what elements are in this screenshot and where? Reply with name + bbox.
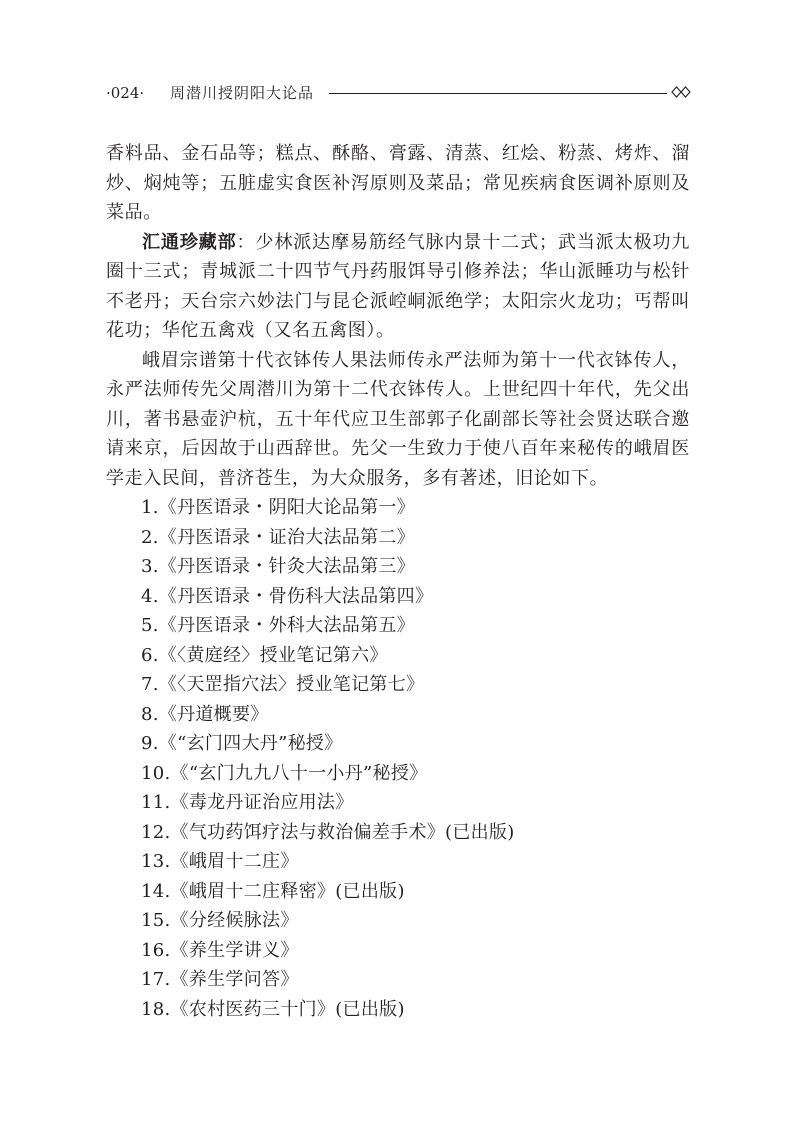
book-list-item: 14.《峨眉十二庄释密》(已出版) [141,880,405,902]
book-list-item: 5.《丹医语录・外科大法品第五》 [141,615,415,636]
book-list-item: 1.《丹医语录・阴阳大论品第一》 [141,497,415,518]
book-list-item: 2.《丹医语录・证治大法品第二》 [141,526,415,548]
book-list-item: 17.《养生学问答》 [141,969,299,990]
book-list-item: 8.《丹道概要》 [141,703,269,725]
book-list-item: 10.《“玄门九九八十一小丹”秘授》 [141,762,428,784]
book-list-item: 16.《养生学讲义》 [141,939,299,961]
book-list [106,493,690,1024]
header-ornament-icon [671,85,691,99]
header-rule [329,93,667,94]
paragraph-text: ：少林派达摩易筋经气脉内景十二式；武当派太极功九圈十三式；青城派二十四节气丹药服饵导引修养法；华山派睡功与松针不老丹；天台宗六妙法门与昆仑派崆峒派绝学；太阳宗火龙功；丐帮叫花功；华佗五禽戏（又名五禽图）。 [106,231,691,341]
paragraph-collection [106,228,690,346]
book-list-item: 4.《丹医语录・骨伤科大法品第四》 [141,585,434,607]
book-list-item: 6.《〈黄庭经〉授业笔记第六》 [141,644,388,666]
book-list-item: 12.《气功药饵疗法与救治偏差手术》(已出版) [141,821,515,843]
book-list-item: 9.《“玄门四大丹”秘授》 [141,733,343,754]
paragraph-continued: 香料品、金石品等；糕点、酥酪、膏露、清蒸、红烩、粉蒸、烤炸、溜炒、焖炖等；五脏虚实食医补泻原则及菜品；常见疾病食医调补原则及菜品。 [106,143,690,223]
book-list-item: 3.《丹医语录・针灸大法品第三》 [141,556,415,577]
book-list-item: 15.《分经候脉法》 [141,910,299,931]
page-body [106,139,690,1024]
running-title: 周潜川授阴阳大论品 [170,84,315,102]
book-list-item: 18.《农村医药三十门》(已出版) [141,998,405,1020]
paragraph-lineage: 峨眉宗谱第十代衣钵传人果法师传永严法师为第十一代衣钵传人，永严法师传先父周潜川为第十二代衣钵传人。上世纪四十年代，先父出川，著书悬壶沪杭，五十年代应卫生部郭子化副部长等社会贤达联合邀请来京，后因故于山西辞世。先父一生致力于使八百年来秘传的峨眉医学走入民间，普济苍生，为大众服务，多有著述，旧论如下。 [106,349,690,489]
page-number: ·024· [106,84,145,102]
book-list-item: 11.《毒龙丹证治应用法》 [141,792,354,813]
book-list-item: 7.《〈天罡指穴法〉授业笔记第七》 [141,674,425,695]
book-list-item: 13.《峨眉十二庄》 [141,851,299,872]
section-heading: 汇通珍藏部 [142,231,237,253]
page-header [106,82,688,106]
